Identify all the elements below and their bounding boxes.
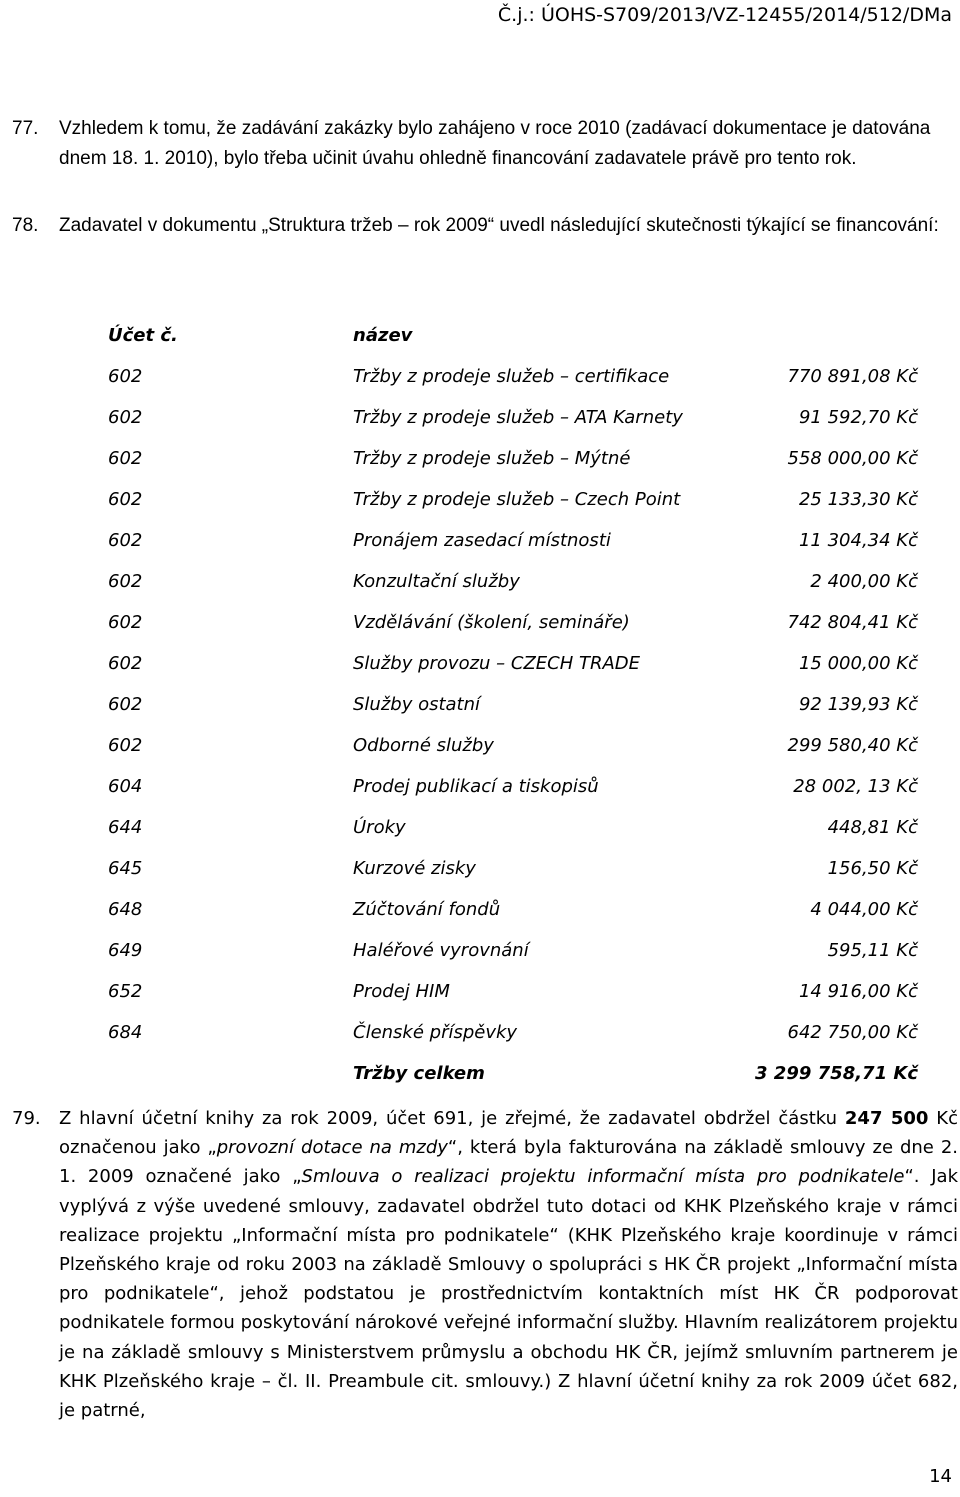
cell-amount: 742 804,41 Kč	[787, 612, 918, 633]
cell-account: 602	[108, 612, 143, 633]
table-row	[108, 735, 918, 776]
cell-account: 652	[108, 981, 143, 1002]
table-row	[108, 612, 918, 653]
cell-amount: 11 304,34 Kč	[798, 530, 918, 551]
table-row	[108, 653, 918, 694]
page-number: 14	[929, 1466, 952, 1487]
cell-name: Kurzové zisky	[353, 858, 476, 879]
cell-name: Prodej HIM	[353, 981, 450, 1002]
cell-name: Tržby z prodeje služeb – certifikace	[353, 366, 670, 387]
header-name: název	[353, 325, 413, 346]
table-row	[108, 366, 918, 407]
paragraph-77	[12, 114, 958, 173]
cell-name: Odborné služby	[353, 735, 494, 756]
table-row	[108, 448, 918, 489]
table-body	[108, 366, 918, 1063]
table-row	[108, 858, 918, 899]
cell-amount: 91 592,70 Kč	[798, 407, 918, 428]
table-total-row	[108, 1063, 918, 1104]
table-row	[108, 817, 918, 858]
cell-amount: 642 750,00 Kč	[787, 1022, 918, 1043]
paragraph-79	[12, 1104, 958, 1425]
paragraph-text: Vzhledem k tomu, že zadávání zakázky bylo zahájeno v roce 2010 (zadávací dokumentace je datována dnem 18. 1. 2010), bylo třeba učinit úvahu ohledně financování zadavatele právě pro tento rok.	[59, 118, 931, 169]
cell-account: 602	[108, 407, 143, 428]
paragraph-text: Zadavatel v dokumentu „Struktura tržeb – rok 2009“ uvedl následující skutečnosti týkající se financování:	[59, 215, 939, 236]
paragraph-text: Z hlavní účetní knihy za rok 2009, účet 691, je zřejmé, že zadavatel obdržel částku 247 500 Kč označenou jako „provozní dotace na mzdy“, která byla fakturována na základě smlouvy ze dne 2. 1. 2009 označené jako „Smlouva o realizaci projektu informační místa pro podnikatele“. Jak vyplývá z výše uvedené smlouvy, zadavatel obdržel tuto dotaci od KHK Plzeňského kraje v rámci realizace projektu „Informační místa pro podnikatele“ (KHK Plzeňského kraje koordinuje v rámci Plzeňského kraje od roku 2003 na základě Smlouvy o spolupráci s HK ČR projekt „Informační místa pro podnikatele“, jehož podstatou je prostřednictvím kontaktních míst HK ČR podporovat podnikatele formou poskytování nárokové veřejné informační služby. Hlavním realizátorem projektu je na základě smlouvy s Ministerstvem průmyslu a obchodu HK ČR, jejímž smluvním partnerem je KHK Plzeňského kraje – čl. II. Preambule cit. smlouvy.) Z hlavní účetní knihy za rok 2009 účet 682, je patrné,	[59, 1108, 959, 1422]
document-reference: Č.j.: ÚOHS-S709/2013/VZ-12455/2014/512/DMa	[497, 4, 952, 26]
cell-amount: 2 400,00 Kč	[810, 571, 918, 592]
cell-account: 602	[108, 735, 143, 756]
quoted-contract-title: Smlouva o realizaci projektu informační místa pro podnikatele	[301, 1166, 905, 1188]
cell-account: 648	[108, 899, 143, 920]
cell-amount: 770 891,08 Kč	[787, 366, 918, 387]
table-row	[108, 1022, 918, 1063]
cell-amount: 15 000,00 Kč	[798, 653, 918, 674]
cell-amount: 25 133,30 Kč	[798, 489, 918, 510]
table-row	[108, 940, 918, 981]
cell-name: Tržby z prodeje služeb – Mýtné	[353, 448, 631, 469]
table-row	[108, 489, 918, 530]
cell-amount: 299 580,40 Kč	[787, 735, 918, 756]
cell-amount: 448,81 Kč	[827, 817, 918, 838]
cell-name: Konzultační služby	[353, 571, 520, 592]
paragraph-78	[12, 211, 958, 241]
total-amount: 3 299 758,71 Kč	[755, 1063, 918, 1084]
paragraph-number: 77.	[12, 118, 39, 139]
cell-name: Služby provozu – CZECH TRADE	[353, 653, 641, 674]
cell-name: Vzdělávání (školení, semináře)	[353, 612, 630, 633]
cell-name: Prodej publikací a tiskopisů	[353, 776, 599, 797]
cell-account: 602	[108, 366, 143, 387]
cell-account: 602	[108, 571, 143, 592]
cell-name: Úroky	[353, 817, 406, 838]
quoted-title: provozní dotace na mzdy	[216, 1137, 448, 1159]
subsidy-amount: 247 500	[844, 1108, 929, 1129]
cell-account: 602	[108, 448, 143, 469]
cell-name: Haléřové vyrovnání	[353, 940, 529, 961]
cell-account: 649	[108, 940, 143, 961]
cell-amount: 92 139,93 Kč	[798, 694, 918, 715]
cell-account: 602	[108, 489, 143, 510]
table-row	[108, 407, 918, 448]
cell-account: 602	[108, 694, 143, 715]
table-row	[108, 694, 918, 735]
cell-name: Služby ostatní	[353, 694, 481, 715]
cell-account: 604	[108, 776, 143, 797]
paragraph-number: 78.	[12, 215, 39, 236]
cell-amount: 4 044,00 Kč	[810, 899, 918, 920]
revenue-table	[108, 325, 918, 1104]
cell-amount: 14 916,00 Kč	[798, 981, 918, 1002]
cell-amount: 595,11 Kč	[827, 940, 918, 961]
cell-name: Zúčtování fondů	[353, 899, 501, 920]
cell-name: Tržby z prodeje služeb – ATA Karnety	[353, 407, 683, 428]
cell-amount: 558 000,00 Kč	[787, 448, 918, 469]
total-label: Tržby celkem	[353, 1063, 485, 1084]
cell-amount: 28 002, 13 Kč	[793, 776, 918, 797]
paragraph-number: 79.	[12, 1108, 41, 1129]
cell-account: 644	[108, 817, 143, 838]
cell-amount: 156,50 Kč	[827, 858, 918, 879]
table-row	[108, 899, 918, 940]
cell-account: 602	[108, 653, 143, 674]
header-account: Účet č.	[108, 325, 178, 346]
cell-account: 684	[108, 1022, 143, 1043]
table-row	[108, 776, 918, 817]
table-row	[108, 981, 918, 1022]
cell-account: 645	[108, 858, 143, 879]
table-row	[108, 530, 918, 571]
table-header-row	[108, 325, 918, 366]
cell-name: Tržby z prodeje služeb – Czech Point	[353, 489, 681, 510]
table-row	[108, 571, 918, 612]
cell-name: Členské příspěvky	[353, 1022, 518, 1043]
cell-name: Pronájem zasedací místnosti	[353, 530, 611, 551]
cell-account: 602	[108, 530, 143, 551]
